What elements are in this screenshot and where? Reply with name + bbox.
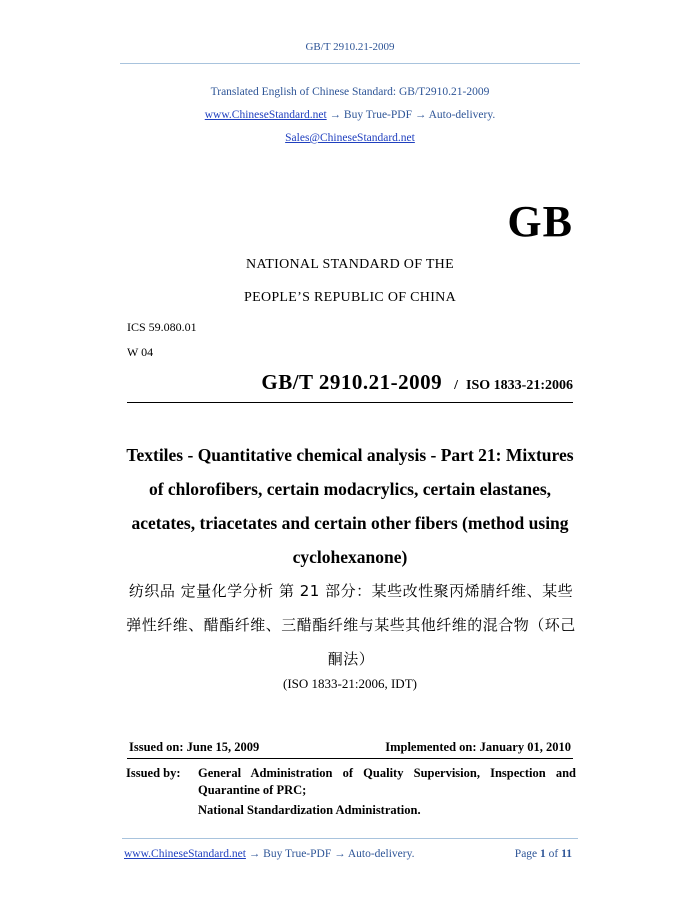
iso-equivalence: (ISO 1833-21:2006, IDT) xyxy=(283,676,417,691)
issuer-1: General Administration of Quality Supervision, Inspection and Quarantine of PRC; xyxy=(198,766,576,797)
promo-line-3 xyxy=(0,132,700,144)
title-english: Textiles - Quantitative chemical analysis - Part 21: Mixtures of chlorofibers, certain modacrylics, certain elastanes, acetates, triacetates and certain other fibers (method using cyclohexanone) xyxy=(126,445,574,567)
email-link[interactable]: Sales@ChineseStandard.net xyxy=(285,132,415,144)
promo-line-1: Translated English of Chinese Standard: GB/T2910.21-2009 xyxy=(210,86,490,98)
issuer-2: National Standardization Administration. xyxy=(198,803,421,817)
standard-number xyxy=(261,370,573,395)
page-label: Page xyxy=(514,848,538,860)
page-indicator xyxy=(515,848,572,860)
ccs-code: W 04 xyxy=(127,345,154,359)
gbt-number: GB/T 2910.21-2009 xyxy=(261,370,443,394)
implemented-date: Implemented on: January 01, 2010 xyxy=(385,740,571,754)
gb-logo: GB xyxy=(507,197,573,246)
title-chinese: 纺织品 定量化学分析 第 21 部分：某些改性聚丙烯腈纤维、某些弹性纤维、醋酯纤维、三醋酯纤维与某些其他纤维的混合物（环己酮法） xyxy=(126,582,576,668)
footer-divider xyxy=(122,838,578,839)
ics-code: ICS 59.080.01 xyxy=(127,320,197,334)
of-label: of xyxy=(548,848,559,860)
page-number: 1 xyxy=(540,848,546,860)
title-divider xyxy=(127,402,573,403)
running-header: GB/T 2910.21-2009 xyxy=(305,41,395,53)
site-link[interactable]: www.ChineseStandard.net xyxy=(204,109,327,121)
issued-date: Issued on: June 15, 2009 xyxy=(129,740,260,754)
header-divider xyxy=(120,63,580,64)
footer-promo-text: → Buy True-PDF → Auto-delivery. xyxy=(245,848,415,860)
promo-line-2-text: → Buy True-PDF → Auto-delivery. xyxy=(326,109,496,121)
page-total: 11 xyxy=(561,848,572,860)
iso-number: ISO 1833-21:2006 xyxy=(466,378,573,393)
issued-by-label: Issued by: xyxy=(126,766,181,780)
dates-divider xyxy=(127,758,573,759)
footer-promo xyxy=(124,848,414,860)
national-standard-line-2: PEOPLE’S REPUBLIC OF CHINA xyxy=(244,290,456,305)
promo-line-2 xyxy=(0,109,700,121)
national-standard-line-1: NATIONAL STANDARD OF THE xyxy=(246,257,454,272)
footer-site-link[interactable]: www.ChineseStandard.net xyxy=(124,848,246,860)
number-separator: / xyxy=(454,378,459,393)
